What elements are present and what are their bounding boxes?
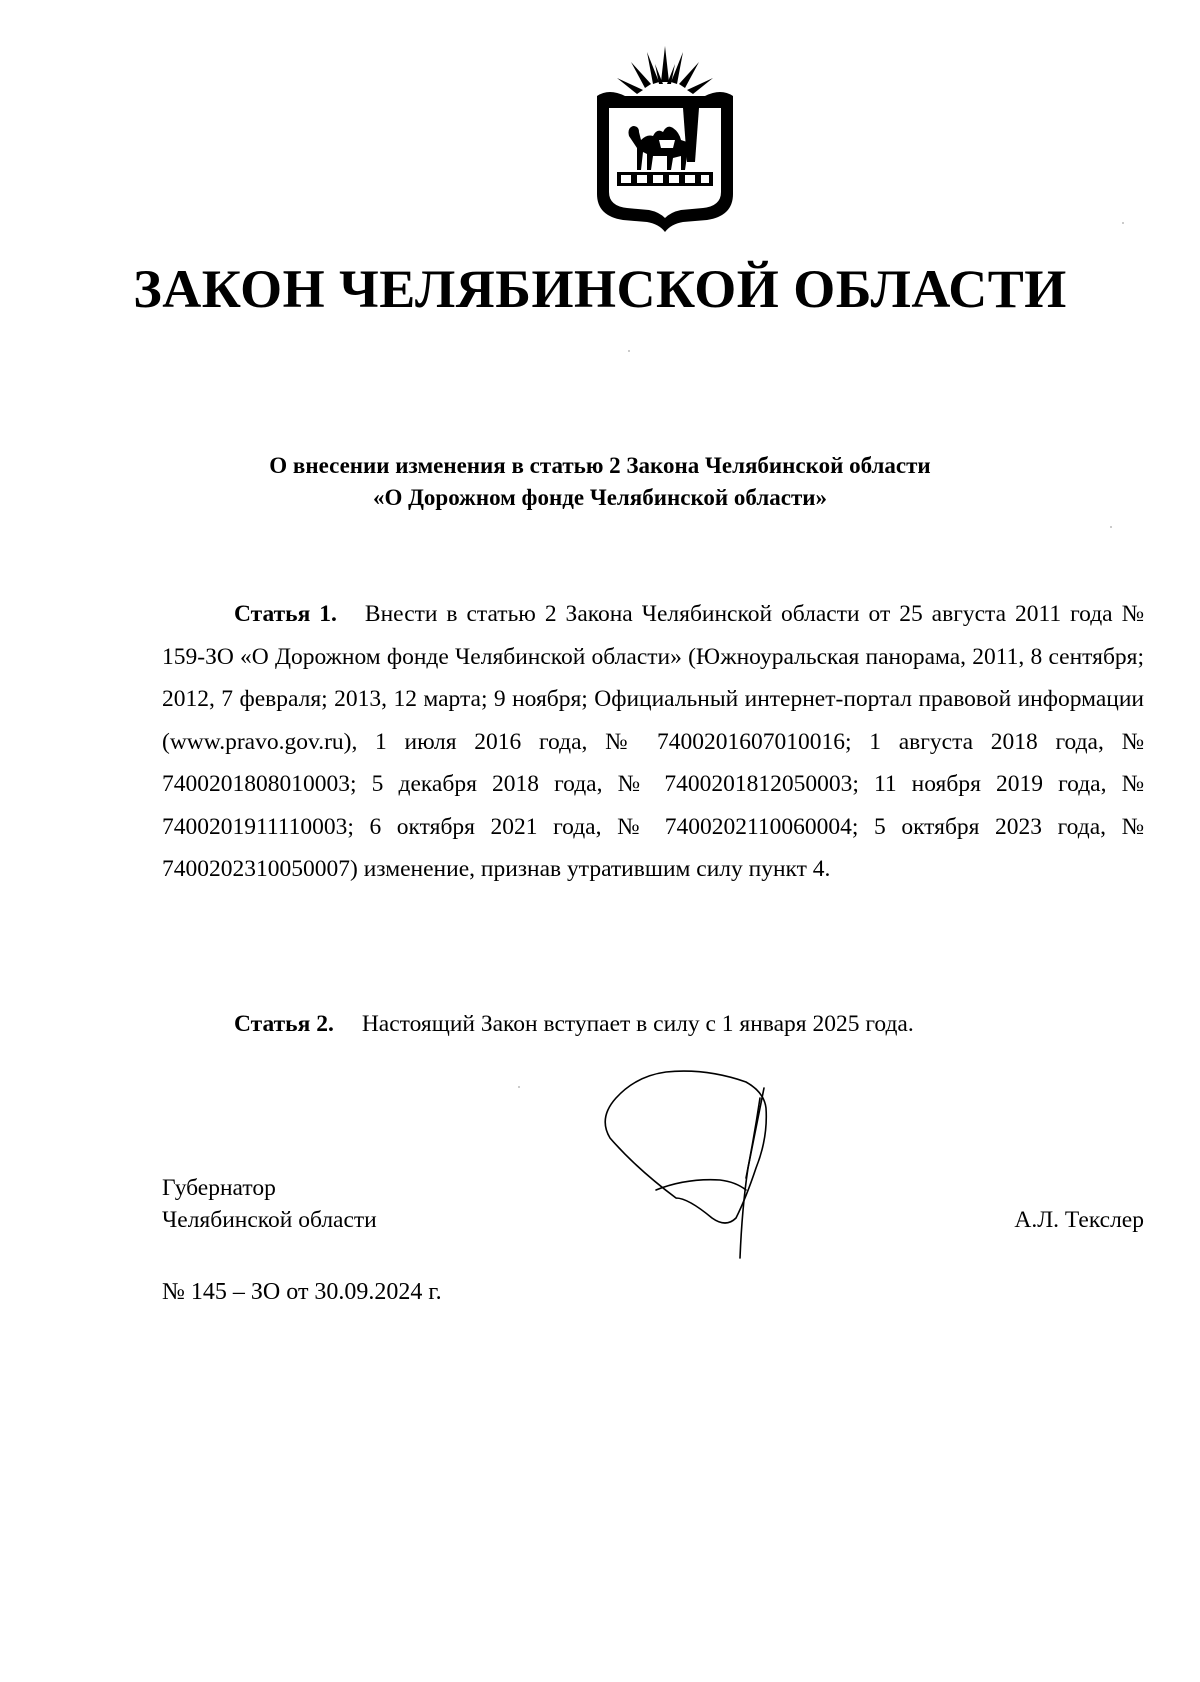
article-1 bbox=[162, 593, 1144, 891]
article-2 bbox=[162, 1003, 1144, 1045]
governor-title-line-1: Губернатор bbox=[162, 1175, 276, 1201]
handwritten-signature-icon bbox=[596, 1068, 806, 1268]
scan-speck bbox=[628, 350, 630, 352]
article-1-label: Статья 1. bbox=[234, 601, 337, 627]
subject-line-2: «О Дорожном фонде Челябинской области» bbox=[372, 485, 828, 510]
scan-speck bbox=[518, 1086, 520, 1088]
governor-name: А.Л. Текслер bbox=[1014, 1207, 1144, 1233]
law-title: ЗАКОН ЧЕЛЯБИНСКОЙ ОБЛАСТИ bbox=[133, 259, 1067, 319]
law-number-date: № 145 – ЗО от 30.09.2024 г. bbox=[162, 1279, 442, 1305]
article-2-text: Настоящий Закон вступает в силу с 1 января 2025 года. bbox=[361, 1011, 914, 1037]
article-2-label: Статья 2. bbox=[234, 1011, 334, 1037]
article-1-text: Внести в статью 2 Закона Челябинской области от 25 августа 2011 года № 159-ЗО «О Дорожном фонде Челябинской области» (Южноуральская панорама, 2011, 8 сентября; 2012, 7 февраля; 2013, 12 марта; 9 ноября; Официальный интернет-портал правовой информации (www.pravo.gov.ru), 1 июля 2016 года, № 7400201607010016; 1 августа 2018 года, № 7400201808010003; 5 декабря 2018 года, № 7400201812050003; 11 ноября 2019 года, № 7400201911110003; 6 октября 2021 года, № 7400202110060004; 5 октября 2023 года, № 7400202310050007) изменение, признав утратившим силу пункт 4. bbox=[162, 601, 1144, 882]
governor-title bbox=[162, 1172, 377, 1236]
scan-speck bbox=[1122, 222, 1124, 224]
law-subject bbox=[0, 450, 1200, 514]
subject-line-1: О внесении изменения в статью 2 Закона Челябинской области bbox=[269, 453, 931, 478]
governor-title-line-2: Челябинской области bbox=[162, 1207, 377, 1233]
coat-of-arms-icon bbox=[587, 44, 743, 234]
scan-speck bbox=[1110, 526, 1112, 528]
